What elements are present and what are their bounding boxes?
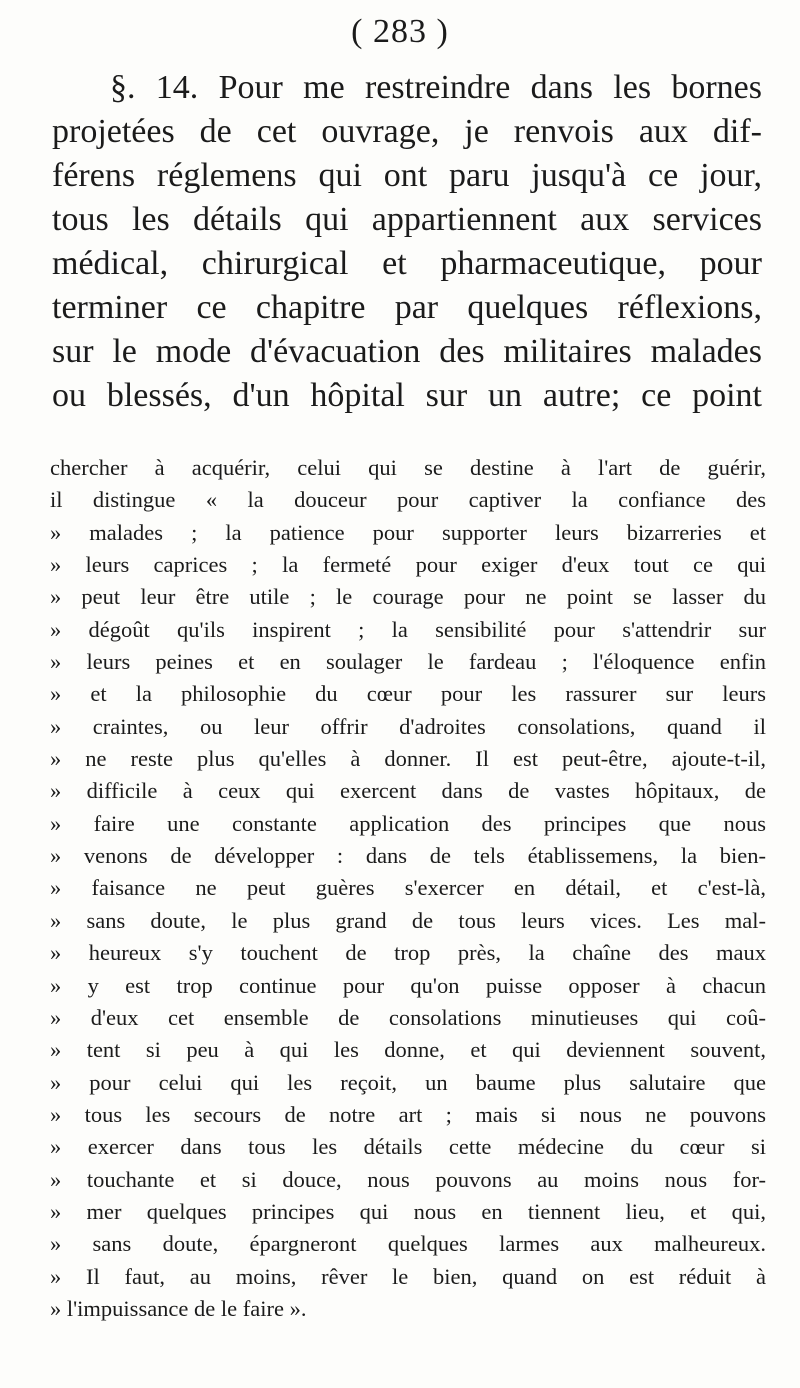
quotation-line: » d'eux cet ensemble de consolations minutieuses qui coû- xyxy=(50,1004,766,1030)
quotation-line: » tent si peu à qui les donne, et qui deviennent souvent, xyxy=(50,1037,766,1063)
main-paragraph-line: terminer ce chapitre par quelques réflexions, xyxy=(52,289,762,326)
quotation-line: » peut leur être utile ; le courage pour ne point se lasser du xyxy=(50,584,766,610)
quotation-line: » faire une constante application des principes que nous xyxy=(50,810,766,836)
quotation-line: » tous les secours de notre art ; mais si nous ne pouvons xyxy=(50,1101,766,1127)
main-paragraph-line: férens réglemens qui ont paru jusqu'à ce jour, xyxy=(52,157,762,194)
quotation-line: » malades ; la patience pour supporter leurs bizarreries et xyxy=(50,519,766,545)
quotation-line: » venons de développer : dans de tels établissemens, la bien- xyxy=(50,843,766,869)
main-paragraph-line: tous les détails qui appartiennent aux services xyxy=(52,201,762,238)
quotation-line: » craintes, ou leur offrir d'adroites consolations, quand il xyxy=(50,713,766,739)
quotation-line: » faisance ne peut guères s'exercer en détail, et c'est-là, xyxy=(50,875,766,901)
main-paragraph xyxy=(52,66,762,418)
quotation-line: » l'impuissance de le faire ». xyxy=(50,1295,307,1321)
quotation-line: » pour celui qui les reçoit, un baume plus salutaire que xyxy=(50,1069,766,1095)
main-paragraph-line: §. 14. Pour me restreindre dans les bornes xyxy=(110,69,762,106)
quotation-line: » dégoût qu'ils inspirent ; la sensibilité pour s'attendrir sur xyxy=(50,616,766,642)
quotation-line: » leurs peines et en soulager le fardeau ; l'éloquence enfin xyxy=(50,649,766,675)
main-paragraph-line: projetées de cet ouvrage, je renvois aux dif- xyxy=(52,113,762,150)
page-number: ( 283 ) xyxy=(351,13,449,50)
main-paragraph-line: médical, chirurgical et pharmaceutique, pour xyxy=(52,245,762,282)
quotation-line: » leurs caprices ; la fermeté pour exiger d'eux tout ce qui xyxy=(50,552,766,578)
quotation-line: » heureux s'y touchent de trop près, la chaîne des maux xyxy=(50,940,766,966)
quotation-line: » touchante et si douce, nous pouvons au moins nous for- xyxy=(50,1166,766,1192)
quotation-line: » sans doute, épargneront quelques larmes aux malheureux. xyxy=(50,1231,766,1257)
quotation-line: » ne reste plus qu'elles à donner. Il est peut-être, ajoute-t-il, xyxy=(50,746,766,772)
quotation-line: » sans doute, le plus grand de tous leurs vices. Les mal- xyxy=(50,907,766,933)
quotation-line: » mer quelques principes qui nous en tiennent lieu, et qui, xyxy=(50,1198,766,1224)
quotation-line: » exercer dans tous les détails cette médecine du cœur si xyxy=(50,1134,766,1160)
main-paragraph-line: ou blessés, d'un hôpital sur un autre; ce point xyxy=(52,377,762,414)
quotation-line: » et la philosophie du cœur pour les rassurer sur leurs xyxy=(50,681,766,707)
quotation-line: chercher à acquérir, celui qui se destine à l'art de guérir, xyxy=(50,455,766,480)
quotation-line: » Il faut, au moins, rêver le bien, quand on est réduit à xyxy=(50,1263,766,1289)
quotation-line: il distingue « la douceur pour captiver la confiance des xyxy=(50,487,766,513)
quotation-line: » y est trop continue pour qu'on puisse opposer à chacun xyxy=(50,972,766,998)
main-paragraph-line: sur le mode d'évacuation des militaires malades xyxy=(52,333,762,370)
quotation-block xyxy=(50,452,766,1325)
quotation-line: » difficile à ceux qui exercent dans de vastes hôpitaux, de xyxy=(50,778,766,804)
